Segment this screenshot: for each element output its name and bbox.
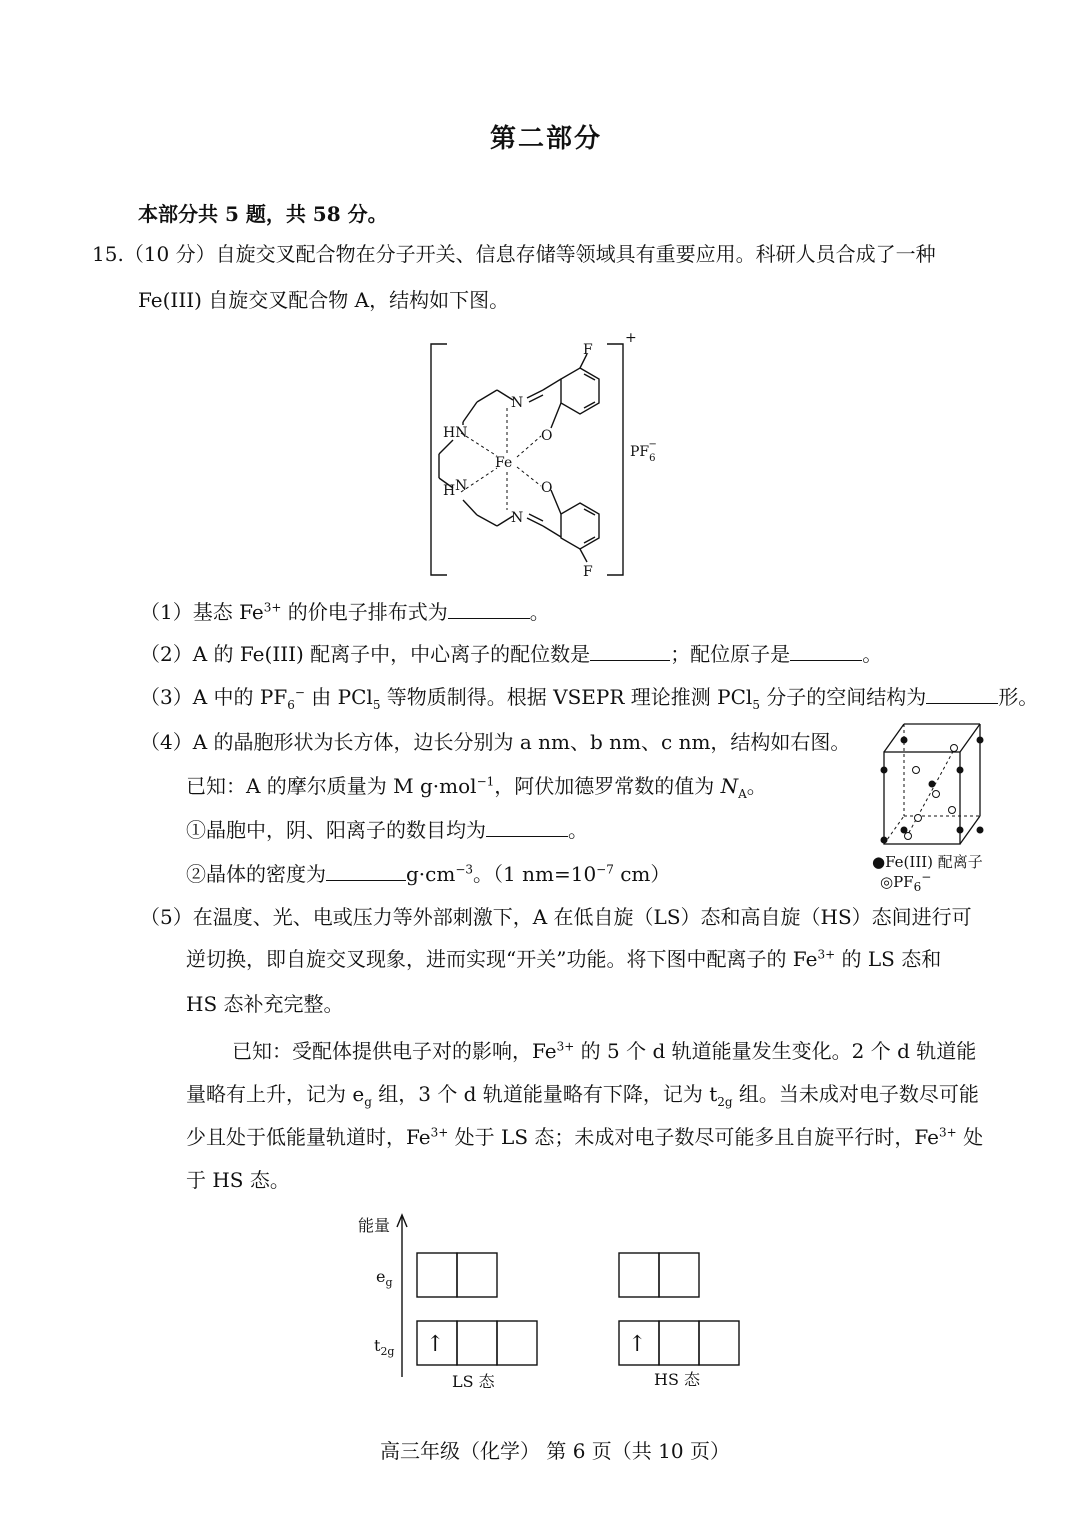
fluoro-label-bottom: F xyxy=(583,564,593,580)
known-line1 xyxy=(232,1037,976,1065)
subquestion-5-line2 xyxy=(186,945,941,973)
hs-electron-arrow: ↑ xyxy=(628,1332,647,1357)
amine-h-bottom-label: H xyxy=(443,483,456,499)
punctuation: 。 xyxy=(746,774,767,798)
subquestion-text: 分子的空间结构为 xyxy=(759,685,927,709)
known-line3 xyxy=(186,1123,983,1151)
energy-axis-label: 能量 xyxy=(358,1216,391,1235)
fluoro-label-top: F xyxy=(583,342,593,358)
page-footer: 高三年级（化学） 第 6 页（共 10 页） xyxy=(380,1439,730,1463)
superscript: − xyxy=(294,685,305,700)
question-15-stem-line2: Fe(III) 自旋交叉配合物 A，结构如下图。 xyxy=(138,288,510,312)
known-text: 组，3 个 d 轨道能量略有下降，记为 t xyxy=(371,1082,718,1106)
known-text: 少且处于低能量轨道时，Fe xyxy=(186,1125,431,1149)
subquestion-text: 等物质制得。根据 VSEPR 理论推测 PCl xyxy=(380,685,753,709)
answer-blank[interactable] xyxy=(448,598,530,619)
hs-state-label: HS 态 xyxy=(654,1370,701,1389)
energy-level-diagram xyxy=(340,1205,760,1395)
subquestion-number: （2） xyxy=(140,642,193,666)
answer-blank[interactable] xyxy=(590,640,670,661)
answer-blank[interactable] xyxy=(486,816,568,837)
answer-blank[interactable] xyxy=(326,860,406,881)
amine-hn-top-label: HN xyxy=(443,425,468,441)
subscript: 6 xyxy=(913,880,922,894)
question-15-stem-line1 xyxy=(92,240,936,268)
avogadro-symbol: N xyxy=(720,774,739,798)
subquestion-number: （4） xyxy=(140,730,193,754)
known-text: 已知：A 的摩尔质量为 M g·mol xyxy=(186,774,477,798)
legend-text: ◎PF xyxy=(880,873,914,891)
subquestion-4 xyxy=(140,728,850,756)
subquestion-text: 逆切换，即自旋交叉现象，进而实现“开关”功能。将下图中配离子的 Fe xyxy=(186,947,818,971)
subquestion-text: 基态 Fe xyxy=(192,600,264,624)
subquestion-text: ；配位原子是 xyxy=(670,642,791,666)
known-text: 组。当未成对电子数尽可能 xyxy=(732,1082,979,1106)
punctuation: 。 xyxy=(529,600,550,624)
note-text: 。（1 nm=10 xyxy=(473,862,597,886)
punctuation: 。 xyxy=(568,818,588,842)
subquestion-3 xyxy=(140,683,1038,711)
superscript: −1 xyxy=(476,774,495,789)
superscript: 3+ xyxy=(430,1125,449,1140)
known-text: 量略有上升，记为 e xyxy=(186,1082,365,1106)
eg-label: $e_g$ xyxy=(376,1267,393,1289)
t2g-label: $t_{2g}$ xyxy=(374,1336,395,1358)
superscript: 3+ xyxy=(939,1125,957,1140)
note-text: cm） xyxy=(613,862,671,886)
imine-n-bottom-label: N xyxy=(511,510,524,526)
subscript: 5 xyxy=(372,698,381,712)
subquestion-5-line3: HS 态补充完整。 xyxy=(186,992,344,1016)
subquestion-text: 的价电子排布式为 xyxy=(281,600,448,624)
superscript: −3 xyxy=(455,862,474,877)
phenoxide-o-bottom-label: O xyxy=(541,480,553,496)
subscript: 2g xyxy=(717,1095,733,1109)
counter-ion-label: $PF_6-$ xyxy=(630,439,657,464)
subquestion-text: A 中的 PF xyxy=(192,685,288,709)
subquestion-text: ②晶体的密度为 xyxy=(186,862,326,886)
subscript: A xyxy=(738,787,747,801)
superscript: 3+ xyxy=(263,600,282,615)
known-text: 的 5 个 d 轨道能量发生变化。2 个 d 轨道能 xyxy=(574,1039,977,1063)
superscript: 3+ xyxy=(556,1039,575,1054)
superscript: 3+ xyxy=(817,947,836,962)
unit-text: g·cm xyxy=(406,862,456,886)
superscript: − xyxy=(921,870,932,884)
section-intro: 本部分共 5 题，共 58 分。 xyxy=(138,202,388,226)
superscript: −7 xyxy=(596,862,614,877)
subquestion-1 xyxy=(140,598,550,626)
question-number: 15. xyxy=(92,242,124,266)
imine-n-top-label: N xyxy=(511,395,524,411)
subquestion-text: A 的晶胞形状为长方体，边长分别为 a nm、b nm、c nm，结构如右图。 xyxy=(192,730,851,754)
subscript: g xyxy=(364,1095,372,1109)
subscript: 6 xyxy=(287,698,295,712)
punctuation: 形。 xyxy=(998,685,1039,709)
known-text: 已知：受配体提供电子对的影响，Fe xyxy=(232,1039,557,1063)
subscript: 5 xyxy=(752,698,760,712)
unit-cell-diagram xyxy=(870,718,990,848)
subquestion-2 xyxy=(140,640,882,668)
amine-n-bottom-label: N xyxy=(455,478,468,494)
section-title: 第二部分 xyxy=(490,124,603,154)
known-text: 处 xyxy=(956,1125,984,1149)
question-stem: 自旋交叉配合物在分子开关、信息存储等领域具有重要应用。科研人员合成了一种 xyxy=(215,242,936,266)
answer-blank[interactable] xyxy=(790,640,862,661)
known-text: 处于 LS 态；未成对电子数尽可能多且自旋平行时，Fe xyxy=(448,1125,940,1149)
subquestion-text: 在温度、光、电或压力等外部刺激下，A 在低自旋（LS）态和高自旋（HS）态间进行可 xyxy=(192,905,972,929)
complex-charge: + xyxy=(625,330,637,346)
ls-electron-arrow: ↑ xyxy=(426,1332,445,1357)
subquestion-text: A 的 Fe(III) 配离子中，中心离子的配位数是 xyxy=(192,642,591,666)
subquestion-4-known xyxy=(186,772,767,800)
question-score: （10 分） xyxy=(123,242,216,266)
subquestion-number: （3） xyxy=(140,685,193,709)
phenoxide-o-top-label: O xyxy=(541,428,553,444)
known-text: ，阿伏加德罗常数的值为 xyxy=(494,774,721,798)
unit-cell-legend-cation: ●Fe(III) 配离子 xyxy=(872,853,983,871)
subquestion-text: ①晶胞中，阴、阳离子的数目均为 xyxy=(186,818,486,842)
subquestion-4-part2 xyxy=(186,860,670,888)
subquestion-text: 由 PCl xyxy=(304,685,373,709)
known-line2 xyxy=(186,1080,979,1108)
complex-structure-diagram xyxy=(425,330,665,580)
subquestion-number: （5） xyxy=(140,905,193,929)
subquestion-text: 的 LS 态和 xyxy=(835,947,942,971)
subquestion-5-line1 xyxy=(140,903,972,931)
ls-state-label: LS 态 xyxy=(452,1372,495,1391)
punctuation: 。 xyxy=(862,642,883,666)
subquestion-4-part1 xyxy=(186,816,588,844)
answer-blank[interactable] xyxy=(926,683,998,704)
unit-cell-legend-anion xyxy=(880,872,931,892)
iron-center-label: Fe xyxy=(495,455,513,471)
subquestion-number: （1） xyxy=(140,600,193,624)
known-line4: 于 HS 态。 xyxy=(186,1168,290,1192)
